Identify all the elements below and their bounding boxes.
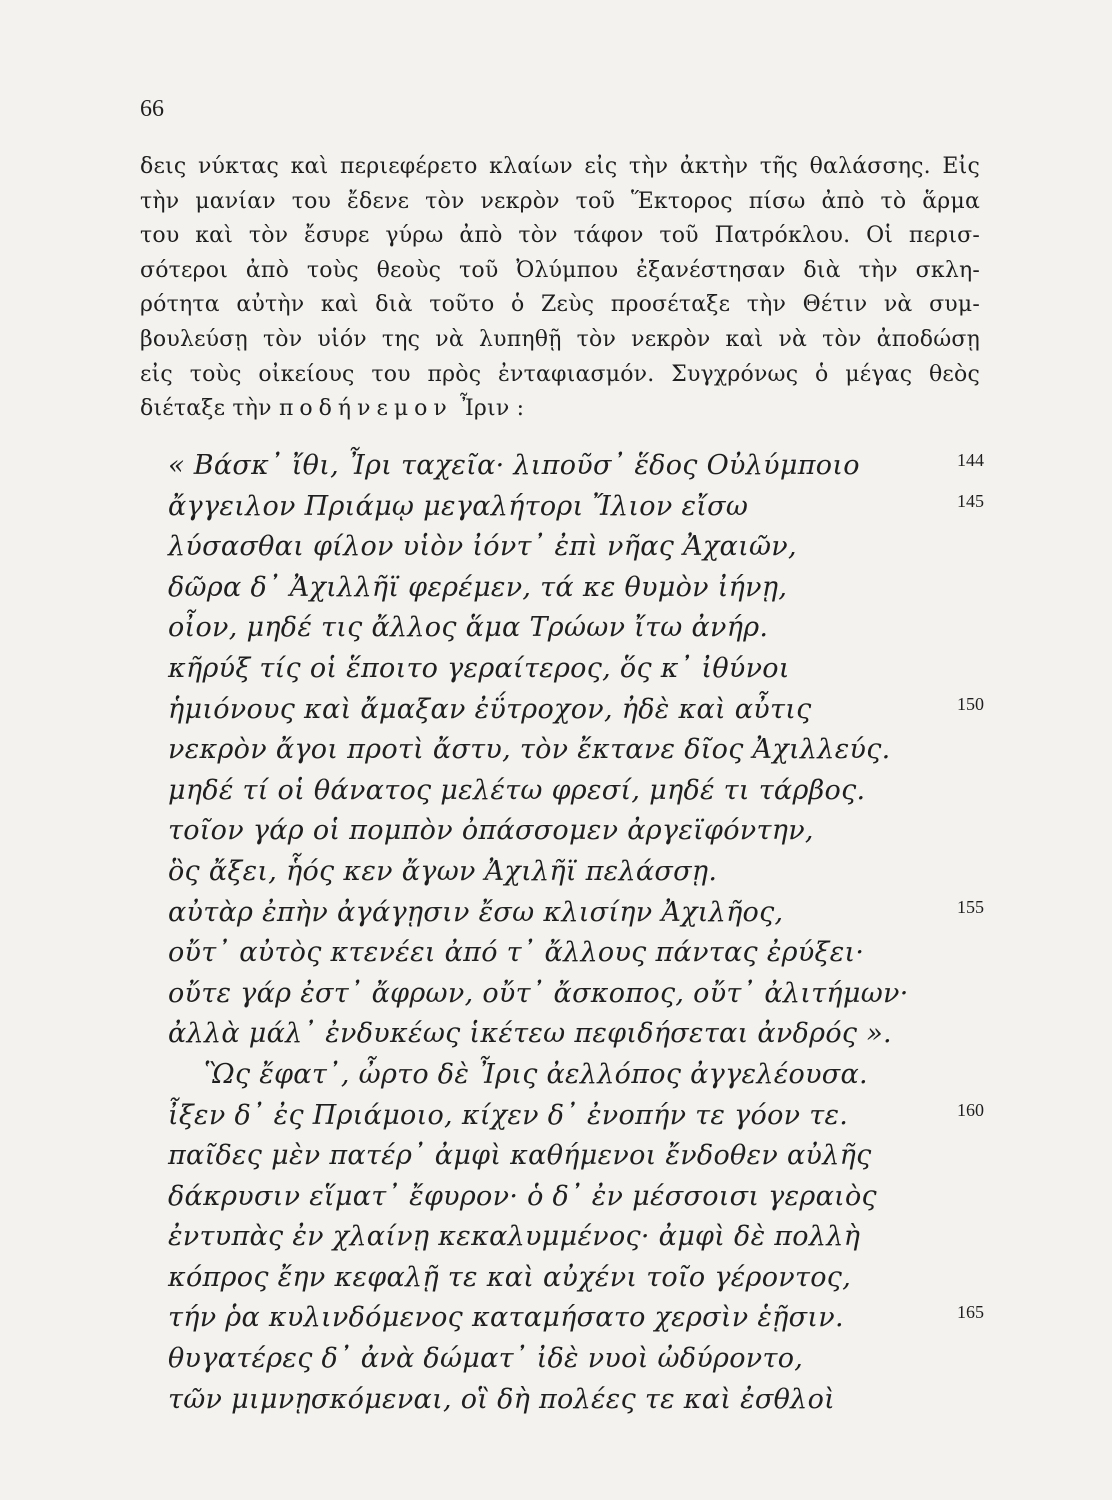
verse-text: δῶρα δ᾽ Ἀχιλλῆϊ φερέμεν, τά κε θυμὸν ἰήνῃ,	[168, 571, 788, 603]
verse-text: οὔτ᾽ αὐτὸς κτενέει ἀπό τ᾽ ἄλλους πάντας ἐρύξει·	[168, 937, 865, 969]
verse-line	[168, 933, 998, 974]
verse-number: 144	[957, 450, 984, 470]
prose-line: δεις νύκτας καὶ περιεφέρετο κλαίων εἰς τὴν ἀκτὴν τῆς θαλάσσης. Εἰς	[140, 154, 980, 179]
verse-number: 155	[957, 896, 984, 917]
verse-line	[168, 974, 998, 1015]
verse-text: ἡμιόνους καὶ ἄμαξαν ἐΰτροχον, ἠδὲ καὶ αὖτις	[168, 693, 812, 725]
prose-last-line	[140, 392, 980, 427]
verse-text: ἶξεν δ᾽ ἐς Πριάμοιο, κίχεν δ᾽ ἐνοπήν τε γόον τε.	[168, 1099, 849, 1131]
verse-line	[168, 487, 998, 528]
prose-line: ρότητα αὐτὴν καὶ διὰ τοῦτο ὁ Ζεὺς προσέταξε τὴν Θέτιν νὰ συμ-	[140, 292, 980, 318]
verse-text: οὔτε γάρ ἐστ᾽ ἄφρων, οὔτ᾽ ἄσκοπος, οὔτ᾽ ἀλιτήμων·	[168, 977, 909, 1009]
epithet-spaced: ποδήνεμον	[278, 396, 453, 422]
verse-line	[168, 1055, 998, 1096]
verse-text: ἐντυπὰς ἐν χλαίνῃ κεκαλυμμένος· ἀμφὶ δὲ πολλὴ	[168, 1221, 861, 1253]
verse-line	[168, 690, 998, 731]
verse-line	[168, 1339, 998, 1380]
verse-line	[168, 893, 998, 934]
verse-text: λύσασθαι φίλον υἱὸν ἰόντ᾽ ἐπὶ νῆας Ἀχαιῶν,	[168, 531, 797, 563]
verse-text: ὃς ἄξει, ἧός κεν ἄγων Ἀχιλῆϊ πελάσσῃ.	[168, 855, 718, 887]
verse-line	[168, 730, 998, 771]
verse-text: τῶν μιμνῃσκόμεναι, οἳ δὴ πολέες τε καὶ ἐσθλοὶ	[168, 1383, 836, 1415]
verse-line	[168, 771, 998, 812]
verse-line	[168, 1258, 998, 1299]
verse-text: τήν ῥα κυλινδόμενος καταμήσατο χερσὶν ἑῇσιν.	[168, 1302, 844, 1334]
verse-text: « Βάσκ᾽ ἴθι, Ἶρι ταχεῖα· λιποῦσ᾽ ἕδος Οὐλύμποιο	[168, 450, 860, 481]
prose-line: τὴν μανίαν του ἔδενε τὸν νεκρὸν τοῦ Ἕκτορος πίσω ἀπὸ τὸ ἅρμα	[140, 188, 980, 214]
verse-text: κῆρύξ τίς οἱ ἕποιτο γεραίτερος, ὅς κ᾽ ἰθύνοι	[168, 652, 790, 684]
prose-line: του καὶ τὸν ἔσυρε γύρω ἀπὸ τὸν τάφον τοῦ Πατρόκλου. Οἱ περισ-	[140, 223, 980, 249]
verse-text: αὐτὰρ ἐπὴν ἀγάγῃσιν ἔσω κλισίην Ἀχιλῆος,	[168, 896, 784, 928]
verse-text: δάκρυσιν εἵματ᾽ ἔφυρον· ὁ δ᾽ ἐν μέσσοισι γεραιὸς	[168, 1180, 877, 1212]
verse-line	[168, 852, 998, 893]
verse-text: οἶον, μηδέ τις ἄλλος ἅμα Τρώων ἴτω ἀνήρ.	[168, 612, 769, 644]
verse-line	[168, 1380, 998, 1421]
verse-text: παῖδες μὲν πατέρ᾽ ἀμφὶ καθήμενοι ἔνδοθεν αὐλῆς	[168, 1140, 872, 1172]
prose-last-line-prefix: διέταξε τὴν	[140, 396, 279, 422]
verse-text: νεκρὸν ἄγοι προτὶ ἄστυ, τὸν ἔκτανε δῖος Ἀχιλλεύς.	[168, 734, 891, 766]
verse-text: μηδέ τί οἱ θάνατος μελέτω φρεσί, μηδέ τι τάρβος.	[168, 774, 866, 806]
verse-text: Ὣς ἔφατ᾽, ὦρτο δὲ Ἶρις ἀελλόπος ἀγγελέουσα.	[204, 1058, 868, 1090]
verse-number: 165	[957, 1302, 984, 1323]
verse-line	[168, 1298, 998, 1339]
verse-text: τοῖον γάρ οἱ πομπὸν ὀπάσσομεν ἀργεϊφόντην,	[168, 815, 814, 847]
prose-line: σότεροι ἀπὸ τοὺς θεοὺς τοῦ Ὀλύμπου ἐξανέστησαν διὰ τὴν σκλη-	[140, 257, 980, 283]
verse-line	[168, 649, 998, 690]
prose-line: βουλεύσῃ τὸν υἱόν της νὰ λυπηθῇ τὸν νεκρὸν καὶ νὰ τὸν ἀποδώσῃ	[140, 326, 980, 352]
verse-text: κόπρος ἔην κεφαλῇ τε καὶ αὐχένι τοῖο γέροντος,	[168, 1261, 852, 1293]
verse-number: 150	[957, 693, 984, 714]
verse-line	[168, 1136, 998, 1177]
page-number: 66	[140, 96, 164, 122]
verse-line	[168, 1096, 998, 1137]
verse-block	[168, 446, 998, 1420]
verse-line	[168, 446, 998, 487]
verse-text: θυγατέρες δ᾽ ἀνὰ δώματ᾽ ἰδὲ νυοὶ ὠδύροντο,	[168, 1343, 804, 1375]
verse-line	[168, 568, 998, 609]
verse-line	[168, 1014, 998, 1055]
prose-last-line-suffix: Ἶριν :	[452, 396, 525, 422]
verse-line	[168, 1217, 998, 1258]
verse-text: ἀλλὰ μάλ᾽ ἐνδυκέως ἱκέτεω πεφιδήσεται ἀνδρός ».	[168, 1018, 892, 1050]
verse-line	[168, 608, 998, 649]
verse-number: 160	[957, 1099, 984, 1120]
prose-line: εἰς τοὺς οἰκείους του πρὸς ἐνταφιασμόν. Συγχρόνως ὁ μέγας θεὸς	[140, 361, 980, 387]
verse-line	[168, 1177, 998, 1218]
prose-paragraph	[140, 150, 980, 427]
verse-text: ἄγγειλον Πριάμῳ μεγαλήτορι Ἴλιον εἴσω	[168, 490, 749, 522]
verse-line	[168, 527, 998, 568]
verse-number: 145	[957, 490, 984, 511]
verse-line	[168, 811, 998, 852]
